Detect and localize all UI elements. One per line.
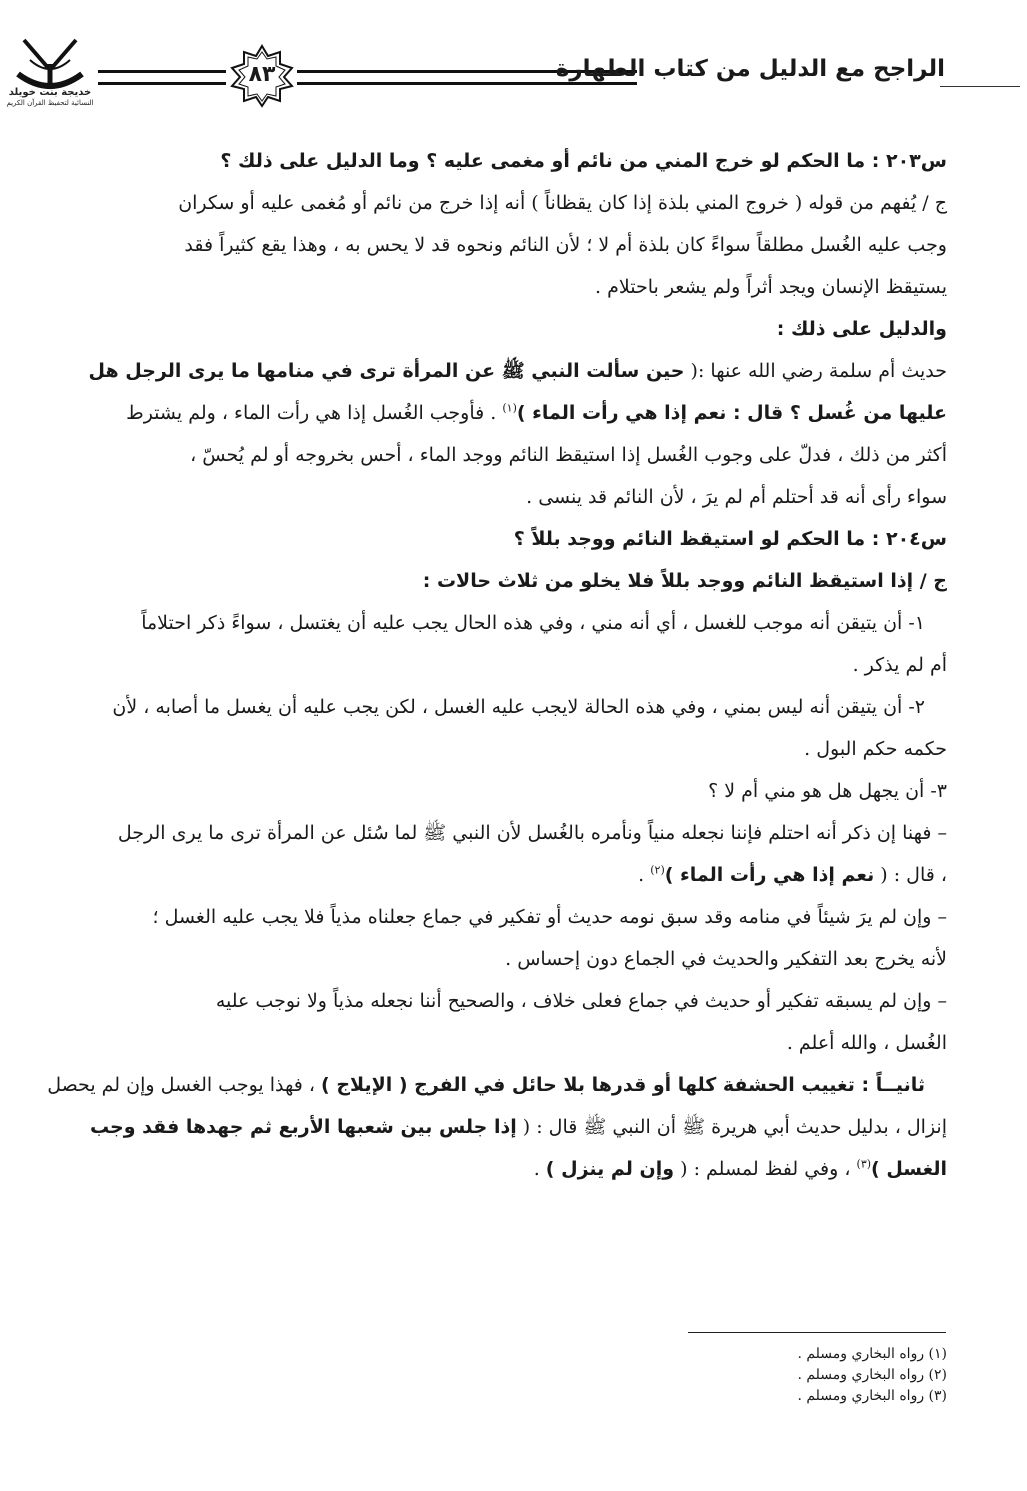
- footnote-ref-2: (٢): [650, 863, 665, 877]
- detail-1-line-2: [22, 854, 947, 896]
- second-heading: ثانيــاً : تغييب الحشفة كلها أو قدرها بلا حائل في الفرج ( الإيلاج ): [321, 1074, 925, 1096]
- footnote-1: (١) رواه البخاري ومسلم .: [797, 1346, 947, 1362]
- detail-1-post: .: [638, 864, 651, 886]
- second-line-3: [22, 1148, 947, 1190]
- detail-2-line-2: لأنه يخرج بعد التفكير والحديث في الجماع دون إحساس .: [505, 948, 947, 970]
- second-line-1: [0, 1064, 925, 1106]
- footnote-3: (٣) رواه البخاري ومسلم .: [797, 1388, 947, 1404]
- case-1-line-1: ١- أن يتيقن أنه موجب للغسل ، أي أنه مني ، وفي هذه الحال يجب عليه أن يغتسل ، سواءً ذكر احتلاماً: [141, 612, 925, 634]
- answer-203-line-1: ج / يُفهم من قوله ( خروج المني بلذة إذا كان يقظاناً ) أنه إذا خرج من نائم أو مُغمى عليه أو سكران: [178, 192, 947, 214]
- case-2-line-2: حكمه حكم البول .: [804, 738, 947, 760]
- case-3-line: ٣- أن يجهل هل هو مني أم لا ؟: [708, 780, 947, 802]
- detail-1-pre: ، قال : (: [874, 864, 947, 886]
- hadith-text-2: عليها من غُسل ؟ قال : نعم إذا هي رأت الماء ): [516, 402, 947, 424]
- footnote-2: (٢) رواه البخاري ومسلم .: [797, 1367, 947, 1383]
- hadith-text-5: الغسل ): [871, 1158, 947, 1180]
- answer-203-line-2: وجب عليه الغُسل مطلقاً سواءً كان بلذة أم لا ؛ لأن النائم ونحوه قد لا يحس به ، وهذا يقع كثيراً فقد: [184, 234, 947, 256]
- evidence-line-2-text: . فأوجب الغُسل إذا هي رأت الماء ، ولم يشترط: [126, 402, 503, 424]
- logo-caption: [4, 88, 96, 108]
- evidence-heading: والدليل على ذلك :: [776, 318, 947, 340]
- second-line-3-post: .: [533, 1158, 546, 1180]
- book-title: الراجح مع الدليل من كتاب الطهارة: [555, 56, 945, 82]
- detail-1-line-1: – فهنا إن ذكر أنه احتلم فإننا نجعله منياً ونأمره بالغُسل لأن النبي ﷺ لما سُئل عن المرأة ترى ما يرى الرجل: [117, 822, 947, 844]
- header-rule-left: [98, 70, 226, 85]
- case-2-line-1: ٢- أن يتيقن أنه ليس بمني ، وفي هذه الحالة لايجب عليه الغسل ، لكن يجب عليه أن يغسل ما أصابه ، لأن: [112, 696, 925, 718]
- logo-name: خديجة بنت خويلد: [8, 87, 92, 98]
- hadith-text-3: نعم إذا هي رأت الماء ): [664, 864, 875, 886]
- evidence-line-1-text: حديث أم سلمة رضي الله عنها :(: [690, 360, 947, 382]
- answer-204-heading: ج / إذا استيقظ النائم ووجد بللاً فلا يخلو من ثلاث حالات :: [422, 570, 947, 592]
- evidence-line-1: [22, 350, 947, 392]
- main-text: [22, 140, 947, 1190]
- hadith-text-4: إذا جلس بين شعبها الأربع ثم جهدها فقد وجب: [89, 1116, 517, 1138]
- evidence-line-4: سواء رأى أنه قد أحتلم أم لم يرَ ، لأن النائم قد ينسى .: [526, 486, 947, 508]
- answer-203-line-3: يستيقظ الإنسان ويجد أثراً ولم يشعر باحتلام .: [595, 276, 947, 298]
- second-line-3-mid: ، وفي لفظ لمسلم : (: [674, 1158, 857, 1180]
- hadith-text-6: وإن لم ينزل ): [545, 1158, 675, 1180]
- header-rule-right: [940, 86, 1020, 87]
- footnote-ref-1: (١): [502, 401, 517, 415]
- second-line-2-pre: إنزال ، بدليل حديث أبي هريرة ﷺ أن النبي ﷺ قال : (: [516, 1116, 947, 1138]
- footnote-ref-3: (٣): [856, 1157, 872, 1171]
- evidence-line-2: [22, 392, 947, 434]
- question-204-title: س٢٠٤ : ما الحكم لو استيقظ النائم ووجد بللاً ؟: [513, 528, 947, 550]
- hadith-text-1: حين سألت النبي ﷺ عن المرأة ترى في منامها ما يرى الرجل هل: [88, 360, 685, 382]
- page-header: [0, 28, 1027, 108]
- detail-2-line-1: – وإن لم يرَ شيئاً في منامه وقد سبق نومه حديث أو تفكير في جماع جعلناه مذياً فلا يجب عليه الغسل ؛: [152, 906, 947, 928]
- footnotes: [797, 1344, 947, 1407]
- detail-3-line-1: – وإن لم يسبقه تفكير أو حديث في جماع فعلى خلاف ، والصحيح أننا نجعله مذياً ولا نوجب عليه: [215, 990, 947, 1012]
- evidence-line-3: أكثر من ذلك ، فدلّ على وجوب الغُسل إذا استيقظ النائم ووجد الماء ، أحس بخروجه أو لم يُحسّ ،: [190, 444, 947, 466]
- case-1-line-2: أم لم يذكر .: [852, 654, 947, 676]
- logo-subtitle: النسائية لتحفيظ القرآن الكريم: [6, 99, 94, 107]
- page-number: ٨٣: [248, 62, 276, 87]
- second-line-1-rest: ، فهذا يوجب الغسل وإن لم يحصل: [47, 1074, 322, 1096]
- detail-3-line-2: الغُسل ، والله أعلم .: [786, 1032, 947, 1054]
- second-line-2: [22, 1106, 947, 1148]
- question-203-title: س٢٠٣ : ما الحكم لو خرج المني من نائم أو مغمى عليه ؟ وما الدليل على ذلك ؟: [220, 150, 947, 172]
- footnote-separator: [688, 1332, 946, 1333]
